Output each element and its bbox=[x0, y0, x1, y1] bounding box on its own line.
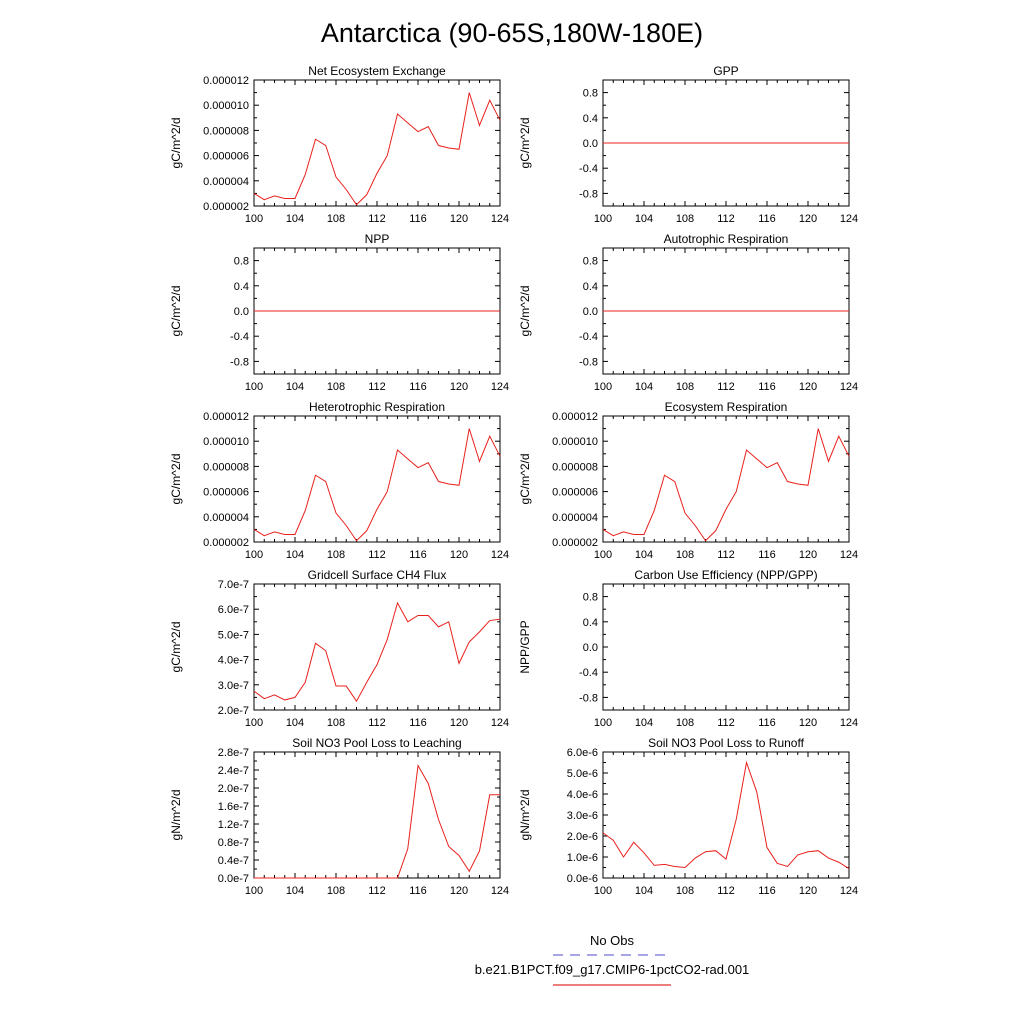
plot-frame bbox=[254, 752, 500, 878]
x-tick-label: 104 bbox=[634, 381, 654, 393]
y-tick-label: -0.4 bbox=[579, 331, 598, 344]
x-tick-label: 116 bbox=[758, 213, 776, 225]
y-axis-label: gC/m^2/d bbox=[169, 285, 183, 337]
x-tick-label: 104 bbox=[634, 885, 654, 897]
y-tick-label: 0.000004 bbox=[552, 511, 598, 524]
y-tick-label: 0.0e-6 bbox=[566, 873, 598, 885]
legend-label-run: b.e21.B1PCT.f09_g17.CMIP6-1pctCO2-rad.001 bbox=[474, 962, 750, 977]
x-tick-label: 120 bbox=[449, 213, 469, 225]
x-tick-label: 100 bbox=[244, 885, 264, 897]
panel-title: Soil NO3 Pool Loss to Runoff bbox=[648, 736, 804, 750]
y-tick-label: 0.000010 bbox=[203, 100, 249, 113]
x-tick-label: 124 bbox=[839, 213, 859, 225]
panel-8 bbox=[169, 736, 509, 897]
panel-title: Carbon Use Efficiency (NPP/GPP) bbox=[634, 568, 818, 582]
x-tick-label: 120 bbox=[798, 717, 818, 729]
y-tick-label: 0.0e-7 bbox=[217, 873, 249, 885]
y-axis-label: gC/m^2/d bbox=[518, 117, 532, 169]
y-tick-label: 0.000002 bbox=[203, 537, 249, 549]
x-tick-label: 124 bbox=[839, 885, 859, 897]
y-axis-label: gC/m^2/d bbox=[169, 117, 183, 169]
plot-frame bbox=[603, 584, 849, 710]
series-line bbox=[603, 429, 849, 541]
x-tick-label: 112 bbox=[368, 549, 386, 561]
y-tick-label: 0.4 bbox=[582, 280, 598, 293]
plot-frame bbox=[603, 416, 849, 542]
figure-title: Antarctica (90-65S,180W-180E) bbox=[320, 18, 704, 48]
panel-2 bbox=[169, 232, 509, 393]
y-tick-label: 2.4e-7 bbox=[217, 765, 249, 777]
y-tick-label: -0.8 bbox=[230, 356, 249, 369]
y-tick-label: 0.000004 bbox=[203, 511, 249, 524]
x-tick-label: 124 bbox=[490, 213, 510, 225]
x-tick-label: 120 bbox=[449, 381, 469, 393]
y-tick-label: 0.0 bbox=[582, 306, 598, 318]
x-tick-label: 116 bbox=[758, 717, 776, 729]
y-tick-label: -0.4 bbox=[579, 667, 598, 680]
series-line bbox=[254, 766, 500, 879]
x-tick-label: 112 bbox=[717, 885, 735, 897]
x-tick-label: 120 bbox=[798, 213, 818, 225]
x-tick-label: 108 bbox=[326, 213, 346, 225]
panel-title: Gridcell Surface CH4 Flux bbox=[307, 568, 447, 582]
legend-label-no-obs: No Obs bbox=[589, 933, 635, 948]
x-tick-label: 104 bbox=[285, 549, 305, 561]
plot-frame bbox=[254, 80, 500, 206]
panel-title: Soil NO3 Pool Loss to Leaching bbox=[292, 736, 462, 750]
panel-5 bbox=[518, 400, 858, 561]
y-tick-label: 0.4 bbox=[233, 280, 249, 293]
y-tick-label: 0.000004 bbox=[203, 175, 249, 188]
x-tick-label: 120 bbox=[798, 381, 818, 393]
x-tick-label: 124 bbox=[839, 549, 859, 561]
x-tick-label: 116 bbox=[758, 885, 776, 897]
x-tick-label: 124 bbox=[490, 549, 510, 561]
y-tick-label: 6.0e-6 bbox=[566, 747, 598, 759]
y-tick-label: 0.8 bbox=[582, 87, 598, 100]
y-axis-label: gC/m^2/d bbox=[169, 453, 183, 505]
panel-title: NPP bbox=[364, 232, 390, 246]
x-tick-label: 124 bbox=[839, 717, 859, 729]
y-tick-label: 5.0e-6 bbox=[566, 768, 598, 780]
series-line bbox=[603, 763, 849, 869]
x-tick-label: 112 bbox=[717, 381, 735, 393]
x-tick-label: 108 bbox=[326, 717, 346, 729]
y-tick-label: 0.000002 bbox=[203, 201, 249, 213]
panel-3 bbox=[518, 232, 858, 393]
legend bbox=[475, 933, 750, 985]
x-tick-label: 100 bbox=[244, 549, 264, 561]
y-tick-label: 0.4e-7 bbox=[217, 855, 249, 867]
x-tick-label: 120 bbox=[798, 885, 818, 897]
y-axis-label: NPP/GPP bbox=[518, 620, 532, 674]
x-tick-label: 104 bbox=[285, 381, 305, 393]
y-tick-label: 0.0 bbox=[582, 642, 598, 654]
x-tick-label: 104 bbox=[634, 549, 654, 561]
x-tick-label: 116 bbox=[409, 213, 427, 225]
panel-1 bbox=[518, 64, 858, 225]
x-tick-label: 120 bbox=[449, 717, 469, 729]
x-tick-label: 100 bbox=[593, 717, 613, 729]
x-tick-label: 104 bbox=[285, 213, 305, 225]
x-tick-label: 104 bbox=[634, 717, 654, 729]
x-tick-label: 116 bbox=[758, 381, 776, 393]
series-line bbox=[254, 429, 500, 541]
x-tick-label: 108 bbox=[675, 381, 695, 393]
y-tick-label: -0.4 bbox=[579, 163, 598, 176]
y-axis-label: gN/m^2/d bbox=[169, 789, 183, 841]
x-tick-label: 100 bbox=[244, 381, 264, 393]
x-tick-label: 112 bbox=[717, 213, 735, 225]
panel-4 bbox=[169, 400, 509, 561]
x-tick-label: 108 bbox=[675, 717, 695, 729]
y-tick-label: 2.0e-7 bbox=[217, 783, 249, 795]
x-tick-label: 124 bbox=[490, 381, 510, 393]
y-tick-label: 1.0e-6 bbox=[566, 852, 598, 864]
y-tick-label: 6.0e-7 bbox=[217, 604, 249, 617]
x-tick-label: 108 bbox=[675, 885, 695, 897]
y-tick-label: 1.6e-7 bbox=[217, 801, 249, 813]
y-axis-label: gC/m^2/d bbox=[518, 285, 532, 337]
x-tick-label: 108 bbox=[675, 549, 695, 561]
y-tick-label: -0.8 bbox=[579, 356, 598, 369]
y-tick-label: 0.8e-7 bbox=[217, 837, 249, 849]
y-tick-label: 0.000012 bbox=[203, 75, 249, 87]
x-tick-label: 108 bbox=[326, 549, 346, 561]
x-tick-label: 112 bbox=[368, 213, 386, 225]
panel-title: Ecosystem Respiration bbox=[664, 400, 788, 414]
x-tick-label: 100 bbox=[244, 213, 264, 225]
panel-9 bbox=[518, 736, 858, 897]
y-tick-label: 0.000012 bbox=[552, 411, 598, 423]
x-tick-label: 100 bbox=[593, 381, 613, 393]
x-tick-label: 100 bbox=[593, 213, 613, 225]
x-tick-label: 104 bbox=[285, 717, 305, 729]
y-tick-label: 0.000008 bbox=[203, 461, 249, 474]
x-tick-label: 108 bbox=[326, 381, 346, 393]
y-tick-label: 2.0e-6 bbox=[566, 831, 598, 843]
y-tick-label: 0.000010 bbox=[203, 436, 249, 449]
y-tick-label: 3.0e-6 bbox=[566, 810, 598, 822]
x-tick-label: 104 bbox=[285, 885, 305, 897]
x-tick-label: 124 bbox=[490, 885, 510, 897]
x-tick-label: 124 bbox=[490, 717, 510, 729]
panel-0 bbox=[169, 64, 509, 225]
panel-title: GPP bbox=[713, 64, 739, 78]
y-tick-label: 0.000006 bbox=[203, 486, 249, 499]
y-tick-label: 0.000010 bbox=[552, 436, 598, 449]
series-line bbox=[254, 93, 500, 205]
x-tick-label: 120 bbox=[449, 549, 469, 561]
x-tick-label: 116 bbox=[758, 549, 776, 561]
x-tick-label: 100 bbox=[593, 549, 613, 561]
plot-frame bbox=[254, 416, 500, 542]
y-tick-label: 0.4 bbox=[582, 616, 598, 629]
y-tick-label: 0.000006 bbox=[203, 150, 249, 163]
y-tick-label: 2.8e-7 bbox=[217, 747, 249, 759]
panel-title: Heterotrophic Respiration bbox=[308, 400, 446, 414]
x-tick-label: 112 bbox=[368, 885, 386, 897]
series-line bbox=[254, 603, 500, 701]
x-tick-label: 112 bbox=[368, 717, 386, 729]
y-tick-label: 0.8 bbox=[582, 591, 598, 604]
plot-frame bbox=[254, 584, 500, 710]
panels bbox=[169, 64, 858, 897]
y-tick-label: 0.4 bbox=[582, 112, 598, 125]
y-axis-label: gC/m^2/d bbox=[169, 621, 183, 673]
y-tick-label: -0.4 bbox=[230, 331, 249, 344]
y-tick-label: 0.0 bbox=[582, 138, 598, 150]
y-tick-label: 4.0e-6 bbox=[566, 789, 598, 801]
y-axis-label: gC/m^2/d bbox=[518, 453, 532, 505]
panel-title: Autotrophic Respiration bbox=[663, 232, 789, 246]
x-tick-label: 100 bbox=[244, 717, 264, 729]
x-tick-label: 116 bbox=[409, 885, 427, 897]
y-tick-label: 1.2e-7 bbox=[217, 819, 249, 831]
y-tick-label: 4.0e-7 bbox=[217, 654, 249, 667]
x-tick-label: 112 bbox=[368, 381, 386, 393]
y-tick-label: 0.000008 bbox=[552, 461, 598, 474]
y-tick-label: 0.000012 bbox=[203, 411, 249, 423]
y-tick-label: 0.8 bbox=[233, 255, 249, 268]
panel-7 bbox=[518, 568, 858, 729]
y-tick-label: 2.0e-7 bbox=[217, 705, 249, 717]
y-tick-label: 0.000002 bbox=[552, 537, 598, 549]
y-axis-label: gN/m^2/d bbox=[518, 789, 532, 841]
y-tick-label: 0.000006 bbox=[552, 486, 598, 499]
y-tick-label: 0.000008 bbox=[203, 125, 249, 138]
x-tick-label: 116 bbox=[409, 381, 427, 393]
y-tick-label: 3.0e-7 bbox=[217, 679, 249, 692]
y-tick-label: 7.0e-7 bbox=[217, 579, 249, 591]
x-tick-label: 100 bbox=[593, 885, 613, 897]
x-tick-label: 112 bbox=[717, 717, 735, 729]
x-tick-label: 108 bbox=[326, 885, 346, 897]
x-tick-label: 116 bbox=[409, 717, 427, 729]
x-tick-label: 120 bbox=[449, 885, 469, 897]
y-tick-label: 0.8 bbox=[582, 255, 598, 268]
panel-6 bbox=[169, 568, 509, 729]
y-tick-label: 5.0e-7 bbox=[217, 629, 249, 642]
x-tick-label: 116 bbox=[409, 549, 427, 561]
y-tick-label: 0.0 bbox=[233, 306, 249, 318]
y-tick-label: -0.8 bbox=[579, 692, 598, 705]
x-tick-label: 124 bbox=[839, 381, 859, 393]
panel-title: Net Ecosystem Exchange bbox=[308, 64, 446, 78]
x-tick-label: 112 bbox=[717, 549, 735, 561]
x-tick-label: 108 bbox=[675, 213, 695, 225]
x-tick-label: 120 bbox=[798, 549, 818, 561]
x-tick-label: 104 bbox=[634, 213, 654, 225]
y-tick-label: -0.8 bbox=[579, 188, 598, 201]
